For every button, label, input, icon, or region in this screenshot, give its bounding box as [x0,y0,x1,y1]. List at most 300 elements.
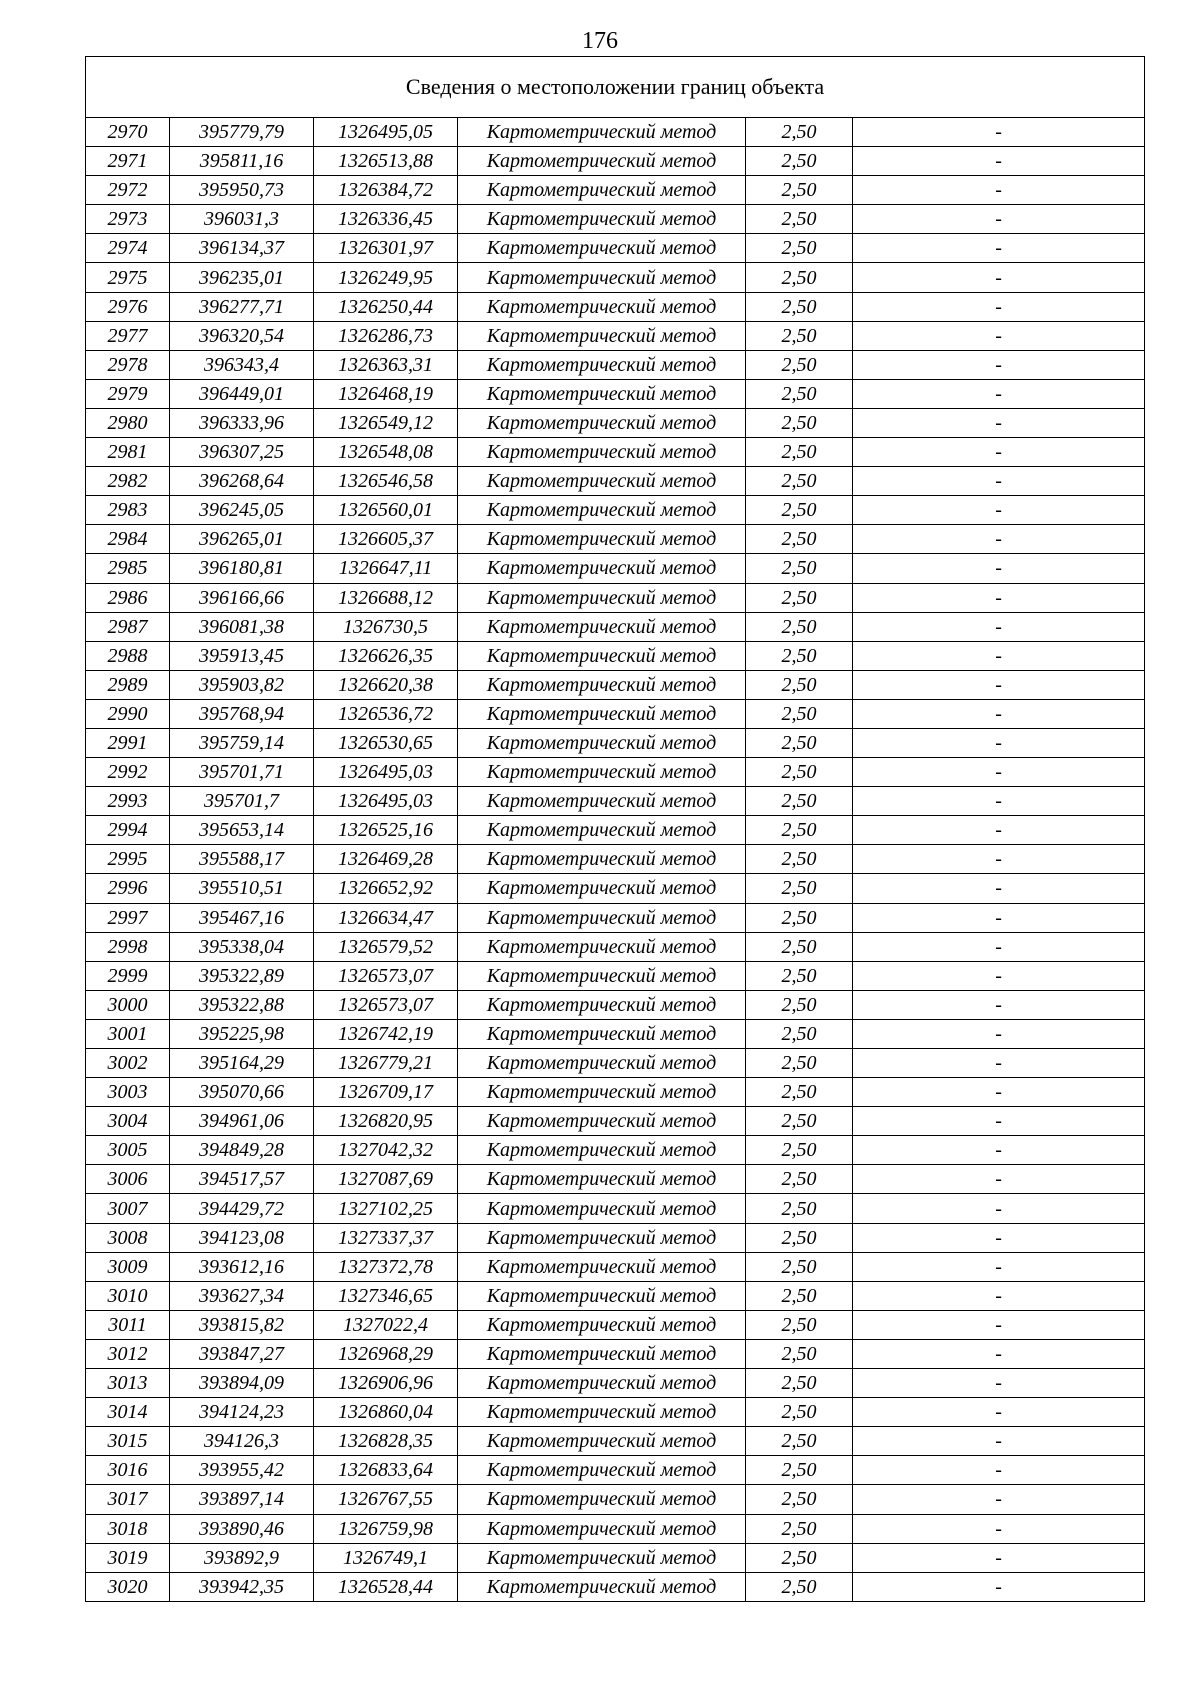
description-cell: - [853,1019,1145,1048]
page-number: 176 [582,28,618,54]
description-cell: - [853,1049,1145,1078]
point-number-cell: 3010 [86,1281,170,1310]
point-number-cell: 2990 [86,699,170,728]
x-coordinate-cell: 396265,01 [170,525,314,554]
point-number-cell: 3012 [86,1339,170,1368]
x-coordinate-cell: 396180,81 [170,554,314,583]
description-cell: - [853,1281,1145,1310]
x-coordinate-cell: 394517,57 [170,1165,314,1194]
boundary-coordinates-table [85,56,1145,1602]
point-number-cell: 2979 [86,379,170,408]
method-cell: Картометрический метод [458,990,746,1019]
description-cell: - [853,292,1145,321]
table-row [86,990,1145,1019]
x-coordinate-cell: 396343,4 [170,350,314,379]
x-coordinate-cell: 395322,88 [170,990,314,1019]
y-coordinate-cell: 1327022,4 [314,1310,458,1339]
x-coordinate-cell: 395225,98 [170,1019,314,1048]
point-number-cell: 2975 [86,263,170,292]
y-coordinate-cell: 1326384,72 [314,176,458,205]
method-cell: Картометрический метод [458,408,746,437]
accuracy-cell: 2,50 [746,118,853,147]
x-coordinate-cell: 396166,66 [170,583,314,612]
accuracy-cell: 2,50 [746,961,853,990]
y-coordinate-cell: 1326336,45 [314,205,458,234]
x-coordinate-cell: 396320,54 [170,321,314,350]
description-cell: - [853,496,1145,525]
x-coordinate-cell: 396449,01 [170,379,314,408]
y-coordinate-cell: 1326573,07 [314,961,458,990]
method-cell: Картометрический метод [458,932,746,961]
point-number-cell: 3005 [86,1136,170,1165]
table-row [86,1427,1145,1456]
x-coordinate-cell: 396307,25 [170,438,314,467]
method-cell: Картометрический метод [458,525,746,554]
accuracy-cell: 2,50 [746,932,853,961]
point-number-cell: 3009 [86,1252,170,1281]
y-coordinate-cell: 1326548,08 [314,438,458,467]
method-cell: Картометрический метод [458,1078,746,1107]
point-number-cell: 2981 [86,438,170,467]
point-number-cell: 2983 [86,496,170,525]
description-cell: - [853,583,1145,612]
x-coordinate-cell: 394429,72 [170,1194,314,1223]
x-coordinate-cell: 396031,3 [170,205,314,234]
accuracy-cell: 2,50 [746,1019,853,1048]
method-cell: Картометрический метод [458,1572,746,1601]
table-row [86,350,1145,379]
accuracy-cell: 2,50 [746,1514,853,1543]
description-cell: - [853,321,1145,350]
description-cell: - [853,874,1145,903]
table-row [86,787,1145,816]
point-number-cell: 3015 [86,1427,170,1456]
x-coordinate-cell: 396333,96 [170,408,314,437]
x-coordinate-cell: 393627,34 [170,1281,314,1310]
point-number-cell: 3013 [86,1369,170,1398]
accuracy-cell: 2,50 [746,525,853,554]
accuracy-cell: 2,50 [746,1543,853,1572]
method-cell: Картометрический метод [458,903,746,932]
description-cell: - [853,816,1145,845]
table-row [86,1223,1145,1252]
point-number-cell: 3007 [86,1194,170,1223]
table-row [86,263,1145,292]
x-coordinate-cell: 395903,82 [170,670,314,699]
y-coordinate-cell: 1326688,12 [314,583,458,612]
point-number-cell: 3003 [86,1078,170,1107]
table-row [86,292,1145,321]
x-coordinate-cell: 394849,28 [170,1136,314,1165]
point-number-cell: 2992 [86,758,170,787]
point-number-cell: 3001 [86,1019,170,1048]
accuracy-cell: 2,50 [746,990,853,1019]
accuracy-cell: 2,50 [746,1136,853,1165]
x-coordinate-cell: 393612,16 [170,1252,314,1281]
y-coordinate-cell: 1326469,28 [314,845,458,874]
description-cell: - [853,903,1145,932]
table-row [86,1543,1145,1572]
y-coordinate-cell: 1326363,31 [314,350,458,379]
point-number-cell: 3006 [86,1165,170,1194]
point-number-cell: 2993 [86,787,170,816]
point-number-cell: 2980 [86,408,170,437]
y-coordinate-cell: 1326495,03 [314,787,458,816]
y-coordinate-cell: 1326528,44 [314,1572,458,1601]
table-title: Сведения о местоположении границ объекта [86,57,1145,118]
method-cell: Картометрический метод [458,292,746,321]
x-coordinate-cell: 395701,7 [170,787,314,816]
accuracy-cell: 2,50 [746,408,853,437]
method-cell: Картометрический метод [458,263,746,292]
accuracy-cell: 2,50 [746,205,853,234]
description-cell: - [853,1310,1145,1339]
table-row [86,903,1145,932]
y-coordinate-cell: 1326530,65 [314,728,458,757]
point-number-cell: 2978 [86,350,170,379]
point-number-cell: 2976 [86,292,170,321]
point-number-cell: 3017 [86,1485,170,1514]
description-cell: - [853,787,1145,816]
description-cell: - [853,1485,1145,1514]
method-cell: Картометрический метод [458,1543,746,1572]
y-coordinate-cell: 1326620,38 [314,670,458,699]
y-coordinate-cell: 1326573,07 [314,990,458,1019]
point-number-cell: 2997 [86,903,170,932]
method-cell: Картометрический метод [458,176,746,205]
method-cell: Картометрический метод [458,118,746,147]
accuracy-cell: 2,50 [746,816,853,845]
table-row [86,496,1145,525]
table-row [86,612,1145,641]
table-row [86,1456,1145,1485]
accuracy-cell: 2,50 [746,1252,853,1281]
method-cell: Картометрический метод [458,1310,746,1339]
accuracy-cell: 2,50 [746,670,853,699]
method-cell: Картометрический метод [458,321,746,350]
description-cell: - [853,670,1145,699]
accuracy-cell: 2,50 [746,1456,853,1485]
y-coordinate-cell: 1326767,55 [314,1485,458,1514]
point-number-cell: 3018 [86,1514,170,1543]
table-row [86,845,1145,874]
point-number-cell: 2972 [86,176,170,205]
accuracy-cell: 2,50 [746,467,853,496]
table-row [86,147,1145,176]
table-body [86,118,1145,1602]
accuracy-cell: 2,50 [746,699,853,728]
description-cell: - [853,467,1145,496]
table-row [86,205,1145,234]
table-row [86,1165,1145,1194]
table-row [86,1514,1145,1543]
description-cell: - [853,408,1145,437]
point-number-cell: 2996 [86,874,170,903]
y-coordinate-cell: 1327346,65 [314,1281,458,1310]
point-number-cell: 2988 [86,641,170,670]
description-cell: - [853,1427,1145,1456]
description-cell: - [853,1252,1145,1281]
description-cell: - [853,234,1145,263]
y-coordinate-cell: 1326301,97 [314,234,458,263]
description-cell: - [853,1165,1145,1194]
method-cell: Картометрический метод [458,1398,746,1427]
y-coordinate-cell: 1326828,35 [314,1427,458,1456]
table-row [86,1252,1145,1281]
table-row [86,670,1145,699]
point-number-cell: 2999 [86,961,170,990]
description-cell: - [853,1398,1145,1427]
y-coordinate-cell: 1326536,72 [314,699,458,728]
description-cell: - [853,699,1145,728]
accuracy-cell: 2,50 [746,1485,853,1514]
y-coordinate-cell: 1326730,5 [314,612,458,641]
x-coordinate-cell: 395779,79 [170,118,314,147]
description-cell: - [853,1223,1145,1252]
description-cell: - [853,961,1145,990]
x-coordinate-cell: 395338,04 [170,932,314,961]
description-cell: - [853,350,1145,379]
y-coordinate-cell: 1326906,96 [314,1369,458,1398]
method-cell: Картометрический метод [458,1456,746,1485]
accuracy-cell: 2,50 [746,350,853,379]
description-cell: - [853,641,1145,670]
x-coordinate-cell: 393847,27 [170,1339,314,1368]
accuracy-cell: 2,50 [746,583,853,612]
method-cell: Картометрический метод [458,234,746,263]
accuracy-cell: 2,50 [746,1107,853,1136]
method-cell: Картометрический метод [458,1107,746,1136]
table-title-row [86,57,1145,118]
method-cell: Картометрический метод [458,554,746,583]
y-coordinate-cell: 1326468,19 [314,379,458,408]
table-row [86,961,1145,990]
x-coordinate-cell: 395701,71 [170,758,314,787]
table-row [86,438,1145,467]
method-cell: Картометрический метод [458,1223,746,1252]
x-coordinate-cell: 395913,45 [170,641,314,670]
x-coordinate-cell: 396245,05 [170,496,314,525]
description-cell: - [853,176,1145,205]
table-row [86,1339,1145,1368]
y-coordinate-cell: 1327372,78 [314,1252,458,1281]
y-coordinate-cell: 1326820,95 [314,1107,458,1136]
y-coordinate-cell: 1327337,37 [314,1223,458,1252]
method-cell: Картометрический метод [458,1514,746,1543]
table-row [86,1136,1145,1165]
table-row [86,728,1145,757]
y-coordinate-cell: 1326652,92 [314,874,458,903]
table-row [86,1019,1145,1048]
accuracy-cell: 2,50 [746,1281,853,1310]
point-number-cell: 3008 [86,1223,170,1252]
x-coordinate-cell: 395467,16 [170,903,314,932]
method-cell: Картометрический метод [458,1019,746,1048]
point-number-cell: 2977 [86,321,170,350]
method-cell: Картометрический метод [458,728,746,757]
description-cell: - [853,1136,1145,1165]
y-coordinate-cell: 1326286,73 [314,321,458,350]
accuracy-cell: 2,50 [746,496,853,525]
y-coordinate-cell: 1326647,11 [314,554,458,583]
accuracy-cell: 2,50 [746,1223,853,1252]
y-coordinate-cell: 1326634,47 [314,903,458,932]
x-coordinate-cell: 396081,38 [170,612,314,641]
method-cell: Картометрический метод [458,1194,746,1223]
table-row [86,554,1145,583]
accuracy-cell: 2,50 [746,234,853,263]
y-coordinate-cell: 1326513,88 [314,147,458,176]
table-row [86,583,1145,612]
point-number-cell: 3002 [86,1049,170,1078]
method-cell: Картометрический метод [458,1369,746,1398]
method-cell: Картометрический метод [458,205,746,234]
point-number-cell: 2973 [86,205,170,234]
method-cell: Картометрический метод [458,1427,746,1456]
table-row [86,1398,1145,1427]
method-cell: Картометрический метод [458,1281,746,1310]
table-row [86,1572,1145,1601]
y-coordinate-cell: 1327042,32 [314,1136,458,1165]
accuracy-cell: 2,50 [746,641,853,670]
description-cell: - [853,932,1145,961]
x-coordinate-cell: 393890,46 [170,1514,314,1543]
y-coordinate-cell: 1326495,03 [314,758,458,787]
method-cell: Картометрический метод [458,612,746,641]
y-coordinate-cell: 1326742,19 [314,1019,458,1048]
accuracy-cell: 2,50 [746,1572,853,1601]
x-coordinate-cell: 395588,17 [170,845,314,874]
table-row [86,379,1145,408]
description-cell: - [853,612,1145,641]
description-cell: - [853,525,1145,554]
method-cell: Картометрический метод [458,874,746,903]
accuracy-cell: 2,50 [746,1369,853,1398]
method-cell: Картометрический метод [458,1165,746,1194]
accuracy-cell: 2,50 [746,612,853,641]
accuracy-cell: 2,50 [746,438,853,467]
y-coordinate-cell: 1326759,98 [314,1514,458,1543]
y-coordinate-cell: 1326833,64 [314,1456,458,1485]
y-coordinate-cell: 1326525,16 [314,816,458,845]
table-row [86,1049,1145,1078]
description-cell: - [853,1514,1145,1543]
table-row [86,118,1145,147]
accuracy-cell: 2,50 [746,379,853,408]
point-number-cell: 3019 [86,1543,170,1572]
table-row [86,176,1145,205]
method-cell: Картометрический метод [458,496,746,525]
point-number-cell: 2998 [86,932,170,961]
description-cell: - [853,379,1145,408]
accuracy-cell: 2,50 [746,263,853,292]
method-cell: Картометрический метод [458,379,746,408]
x-coordinate-cell: 396268,64 [170,467,314,496]
method-cell: Картометрический метод [458,1339,746,1368]
table-row [86,467,1145,496]
table-row [86,1194,1145,1223]
x-coordinate-cell: 395070,66 [170,1078,314,1107]
x-coordinate-cell: 395759,14 [170,728,314,757]
table-row [86,408,1145,437]
accuracy-cell: 2,50 [746,1339,853,1368]
point-number-cell: 2974 [86,234,170,263]
y-coordinate-cell: 1326495,05 [314,118,458,147]
y-coordinate-cell: 1326709,17 [314,1078,458,1107]
accuracy-cell: 2,50 [746,1078,853,1107]
description-cell: - [853,147,1145,176]
table-row [86,874,1145,903]
method-cell: Картометрический метод [458,961,746,990]
point-number-cell: 2989 [86,670,170,699]
table-row [86,758,1145,787]
x-coordinate-cell: 395322,89 [170,961,314,990]
method-cell: Картометрический метод [458,845,746,874]
y-coordinate-cell: 1326560,01 [314,496,458,525]
description-cell: - [853,1369,1145,1398]
description-cell: - [853,1543,1145,1572]
point-number-cell: 3014 [86,1398,170,1427]
point-number-cell: 2986 [86,583,170,612]
point-number-cell: 2994 [86,816,170,845]
y-coordinate-cell: 1327087,69 [314,1165,458,1194]
point-number-cell: 2982 [86,467,170,496]
y-coordinate-cell: 1326626,35 [314,641,458,670]
table-row [86,1281,1145,1310]
description-cell: - [853,845,1145,874]
description-cell: - [853,118,1145,147]
method-cell: Картометрический метод [458,1049,746,1078]
description-cell: - [853,263,1145,292]
accuracy-cell: 2,50 [746,787,853,816]
x-coordinate-cell: 396235,01 [170,263,314,292]
description-cell: - [853,758,1145,787]
x-coordinate-cell: 395811,16 [170,147,314,176]
method-cell: Картометрический метод [458,670,746,699]
y-coordinate-cell: 1326549,12 [314,408,458,437]
description-cell: - [853,990,1145,1019]
method-cell: Картометрический метод [458,350,746,379]
table-row [86,321,1145,350]
point-number-cell: 3004 [86,1107,170,1136]
y-coordinate-cell: 1326579,52 [314,932,458,961]
accuracy-cell: 2,50 [746,1194,853,1223]
x-coordinate-cell: 395768,94 [170,699,314,728]
accuracy-cell: 2,50 [746,554,853,583]
point-number-cell: 3016 [86,1456,170,1485]
point-number-cell: 3011 [86,1310,170,1339]
method-cell: Картометрический метод [458,816,746,845]
method-cell: Картометрический метод [458,438,746,467]
point-number-cell: 3020 [86,1572,170,1601]
x-coordinate-cell: 393955,42 [170,1456,314,1485]
y-coordinate-cell: 1326860,04 [314,1398,458,1427]
method-cell: Картометрический метод [458,467,746,496]
description-cell: - [853,1078,1145,1107]
x-coordinate-cell: 393894,09 [170,1369,314,1398]
table-row [86,1369,1145,1398]
point-number-cell: 2991 [86,728,170,757]
table-row [86,525,1145,554]
accuracy-cell: 2,50 [746,903,853,932]
accuracy-cell: 2,50 [746,1049,853,1078]
table-row [86,1078,1145,1107]
method-cell: Картометрический метод [458,1485,746,1514]
description-cell: - [853,205,1145,234]
y-coordinate-cell: 1327102,25 [314,1194,458,1223]
x-coordinate-cell: 393892,9 [170,1543,314,1572]
description-cell: - [853,554,1145,583]
